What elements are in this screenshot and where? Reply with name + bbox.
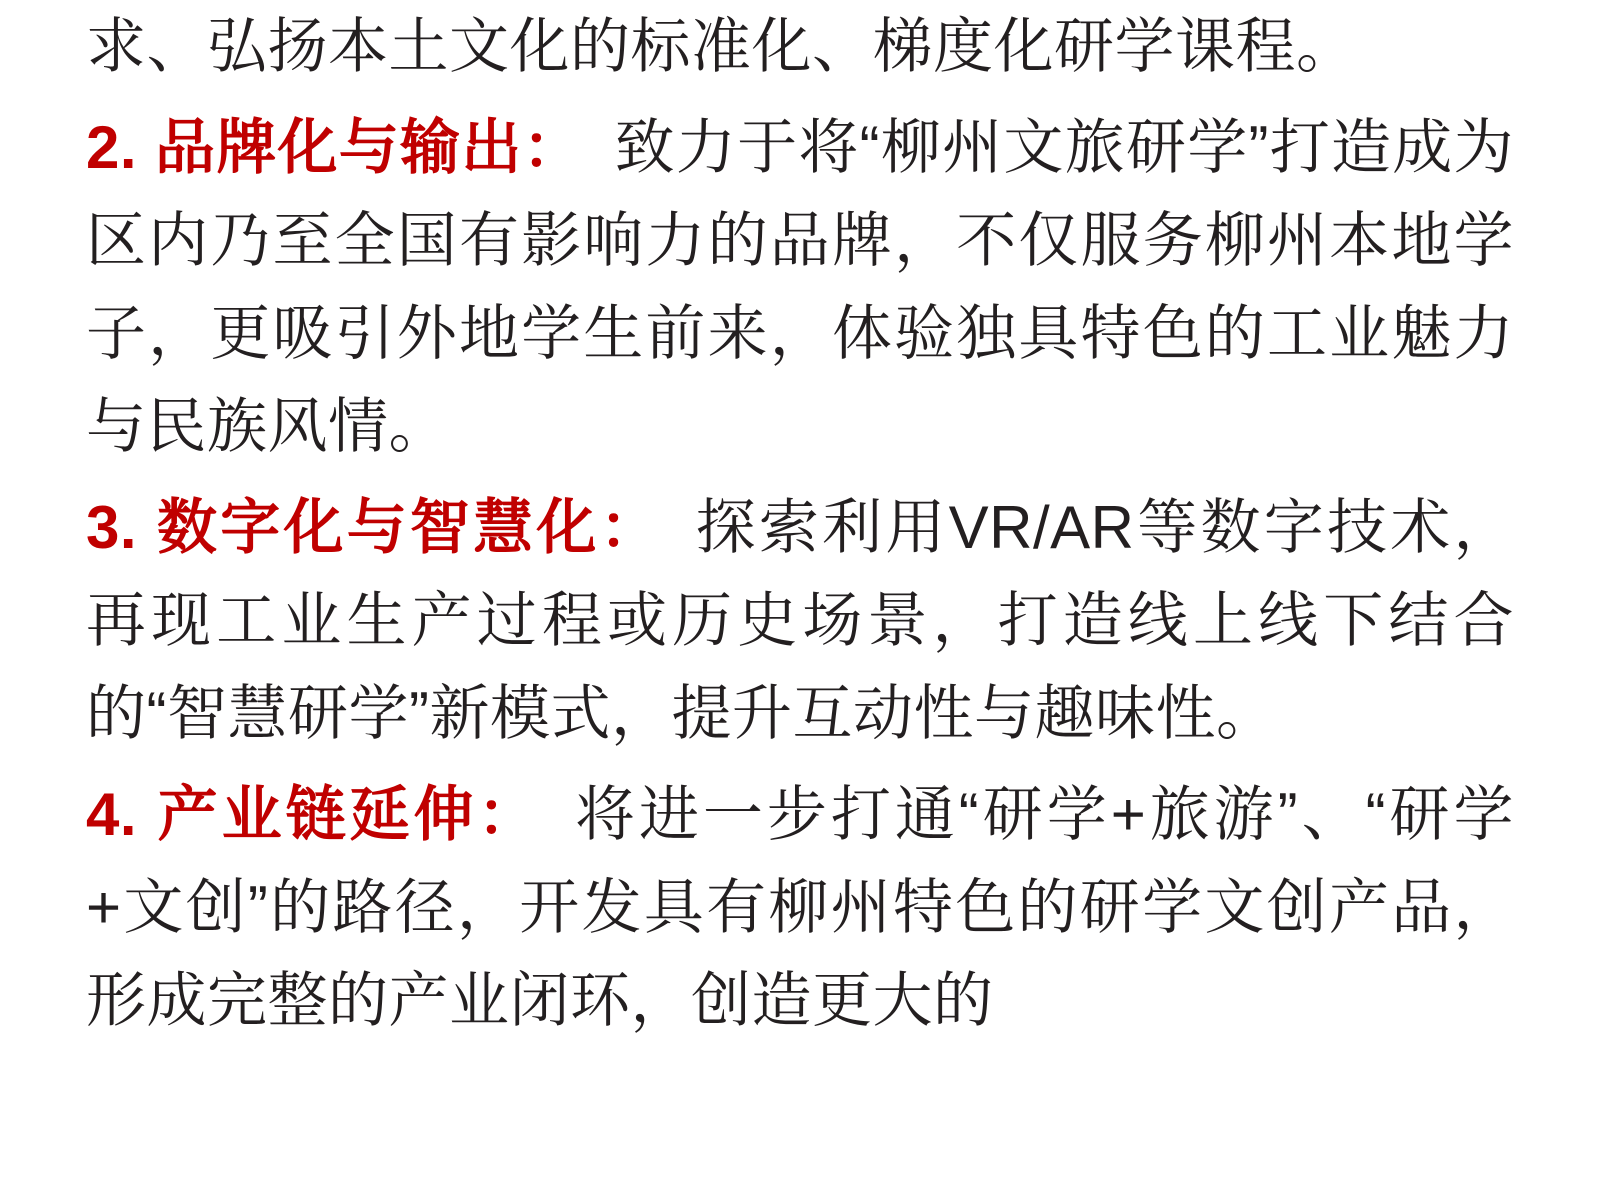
paragraph-text: 将进一步打通“研学+旅游”、“研学+文创”的路径，开发具有柳州特色的研学文创产品，形成完整的产业闭环，创造更大的 (86, 781, 1514, 1034)
paragraph-text: 求、弘扬本土文化的标准化、梯度化研学课程。 (86, 13, 1357, 80)
paragraph-label: 2. 品牌化与输出： (86, 114, 584, 181)
paragraph-item-4 (86, 768, 1514, 1047)
paragraph-label: 4. 产业链延伸： (86, 781, 542, 848)
paragraph-text: 探索利用VR/AR等数字技术，再现工业生产过程或历史场景，打造线上线下结合的“智慧研学”新模式，提升互动性与趣味性。 (86, 494, 1514, 747)
paragraph-item-2 (86, 101, 1514, 473)
paragraph-text: 致力于将“柳州文旅研学”打造成为区内乃至全国有影响力的品牌，不仅服务柳州本地学子，更吸引外地学生前来，体验独具特色的工业魅力与民族风情。 (86, 114, 1514, 460)
paragraph-item-3 (86, 481, 1514, 760)
paragraph-continued (86, 0, 1514, 93)
paragraph-label: 3. 数字化与智慧化： (86, 494, 663, 561)
